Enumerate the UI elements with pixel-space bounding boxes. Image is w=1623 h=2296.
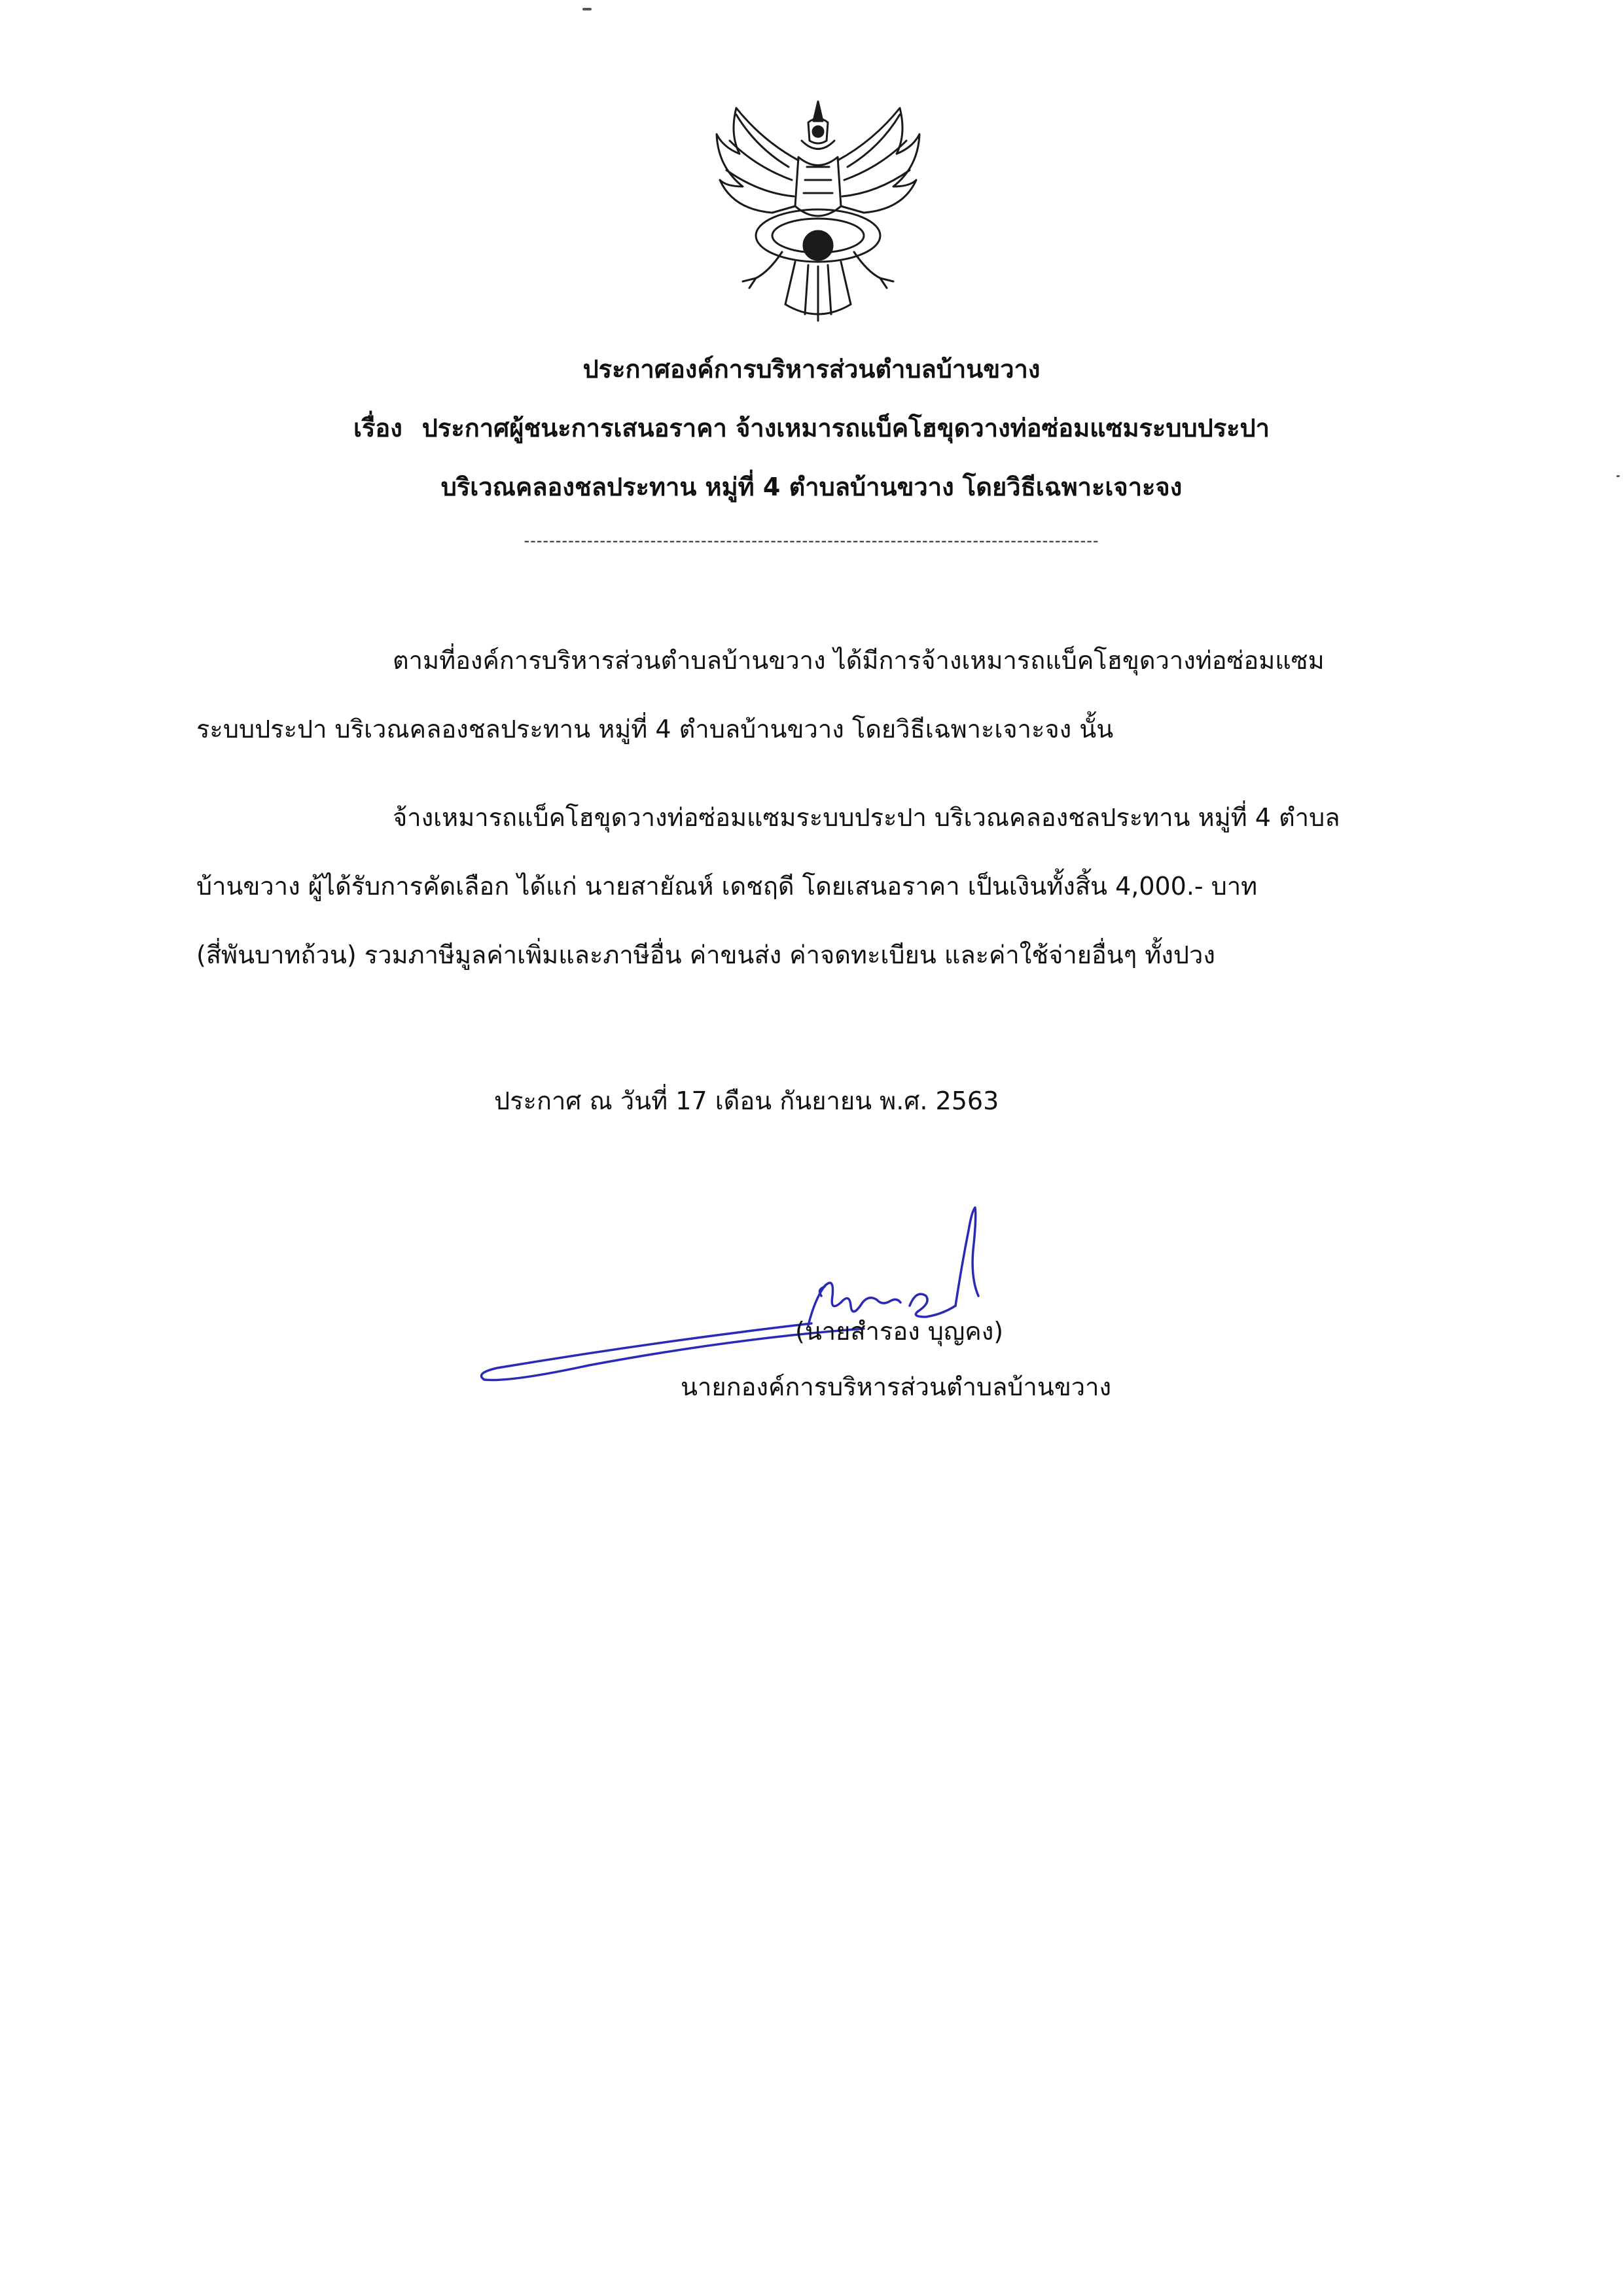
- announcement-title: ประกาศองค์การบริหารส่วนตำบลบ้านขวาง: [582, 355, 1041, 384]
- announcement-subject: [0, 412, 1623, 444]
- paragraph-1-line-1: ตามที่องค์การบริหารส่วนตำบลบ้านขวาง ได้มีการจ้างเหมารถแบ็คโฮขุดวางท่อซ่อมแซม: [393, 646, 1325, 675]
- subject-text-line1: ประกาศผู้ชนะการเสนอราคา จ้างเหมารถแบ็คโฮขุดวางท่อซ่อมแซมระบบประปา: [421, 414, 1270, 442]
- announcement-date: ประกาศ ณ วันที่ 17 เดือน กันยายน พ.ศ. 2563: [494, 1086, 999, 1115]
- scan-speck: [582, 8, 592, 10]
- signer-name: (นายสำรอง บุญคง): [795, 1317, 1004, 1346]
- paragraph-2-line-1: จ้างเหมารถแบ็คโฮขุดวางท่อซ่อมแซมระบบประปา บริเวณคลองชลประทาน หมู่ที่ 4 ตำบล: [393, 803, 1340, 832]
- title-divider: -------------------------------------------------------------------------------------------: [524, 531, 1099, 550]
- paragraph-2-line-3: (สี่พันบาทถ้วน) รวมภาษีมูลค่าเพิ่มและภาษีอื่น ค่าขนส่ง ค่าจดทะเบียน และค่าใช้จ่ายอื่นๆ ทั้งปวง: [196, 941, 1215, 969]
- scan-speck: [1616, 475, 1620, 477]
- paragraph-2-line-2: บ้านขวาง ผู้ได้รับการคัดเลือก ได้แก่ นายสายัณห์ เดชฤดี โดยเสนอราคา เป็นเงินทั้งสิ้น 4,000.- บาท: [196, 872, 1258, 901]
- paragraph-1-line-2: ระบบประปา บริเวณคลองชลประทาน หมู่ที่ 4 ตำบลบ้านขวาง โดยวิธีเฉพาะเจาะจง นั้น: [196, 715, 1114, 744]
- garuda-emblem-icon: [710, 95, 926, 327]
- subject-label: เรื่อง: [353, 414, 402, 442]
- signer-position: นายกองค์การบริหารส่วนตำบลบ้านขวาง: [681, 1372, 1112, 1401]
- subject-text-line2: บริเวณคลองชลประทาน หมู่ที่ 4 ตำบลบ้านขวาง โดยวิธีเฉพาะเจาะจง: [440, 473, 1183, 501]
